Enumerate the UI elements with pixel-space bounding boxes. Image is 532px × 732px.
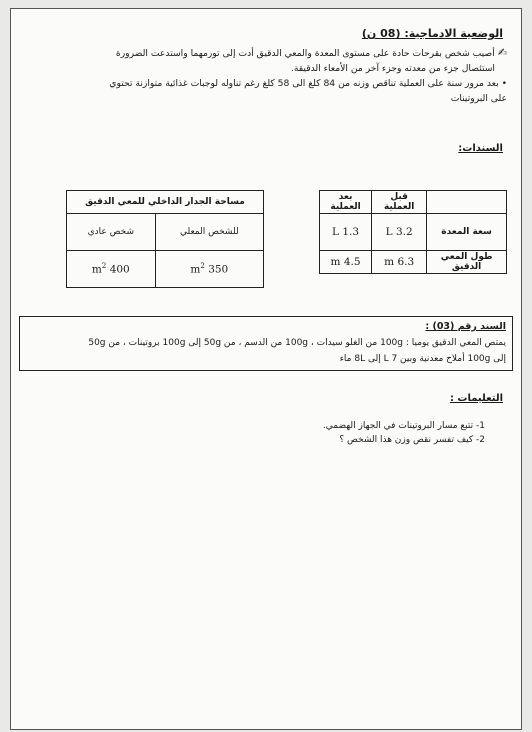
wall-area-table [66, 190, 264, 288]
bullet-icon: • [498, 78, 507, 89]
wall-area-header: مساحة الجدار الداخلي للمعي الدقيق [67, 191, 264, 214]
situation-text [37, 45, 507, 106]
surgery-table-corner [427, 191, 507, 214]
document-3-title: السند رقم (03) : [425, 321, 506, 332]
col-before: قبل العملية [372, 191, 427, 214]
document-3-box [19, 316, 513, 371]
col-after: بعد العملية [320, 191, 372, 214]
situation-line-1: ✍أصيب شخص بقرحات حادة على مستوى المعدة والمعي الدقيق أدت إلى تورمهما واستدعت الضرورة [115, 46, 507, 59]
situation-title: الوضعية الادماجية: (08 ن) [361, 27, 503, 40]
col-sick-person: للشخص المعلي [155, 214, 263, 251]
situation-line-2: استئصال جزء من معدته وجزء آخر من الأمعاء الدقيقة. [290, 63, 495, 74]
intestine-after: 4.5 m [320, 251, 372, 274]
document-3-line-1: يمتص المعي الدقيق يوميا : 100g من الغلو سيدات ، 100g من الدسم ، من 50g إلى 100g بروتينات ، من 50g [88, 338, 506, 348]
situation-line-3: • بعد مرور سنة على العملية تناقص وزنه من 84 كلغ الى 58 كلغ رغم تناوله لوجبات غذائية متوازنة تحتوي [109, 78, 507, 89]
instruction-1: 1- تتبع مسار البروتينات في الجهاز الهضمي. [322, 421, 485, 431]
documents-title: السندات: [458, 143, 503, 154]
situation-line-4: على البروتينات [450, 93, 507, 104]
stomach-after: 1.3 L [320, 214, 372, 251]
col-normal-person: شخص عادي [67, 214, 156, 251]
pen-hand-icon: ✍ [497, 46, 507, 59]
worksheet-page [10, 8, 522, 730]
instructions-title: التعليمات : [449, 393, 503, 404]
row-intestine-label: طول المعي الدقيق [427, 251, 507, 274]
area-sick: 350 $m^2$ [155, 251, 263, 288]
intestine-before: 6.3 m [372, 251, 427, 274]
area-normal: 400 $m^2$ [67, 251, 156, 288]
row-stomach-label: سعة المعدة [427, 214, 507, 251]
document-3-line-2: إلى 100g أملاح معدنية وبين 7 L إلى 8L ماء [339, 354, 506, 364]
surgery-table [319, 190, 507, 274]
stomach-before: 3.2 L [372, 214, 427, 251]
instruction-2: 2- كيف تفسر نقص وزن هذا الشخص ؟ [339, 435, 485, 445]
